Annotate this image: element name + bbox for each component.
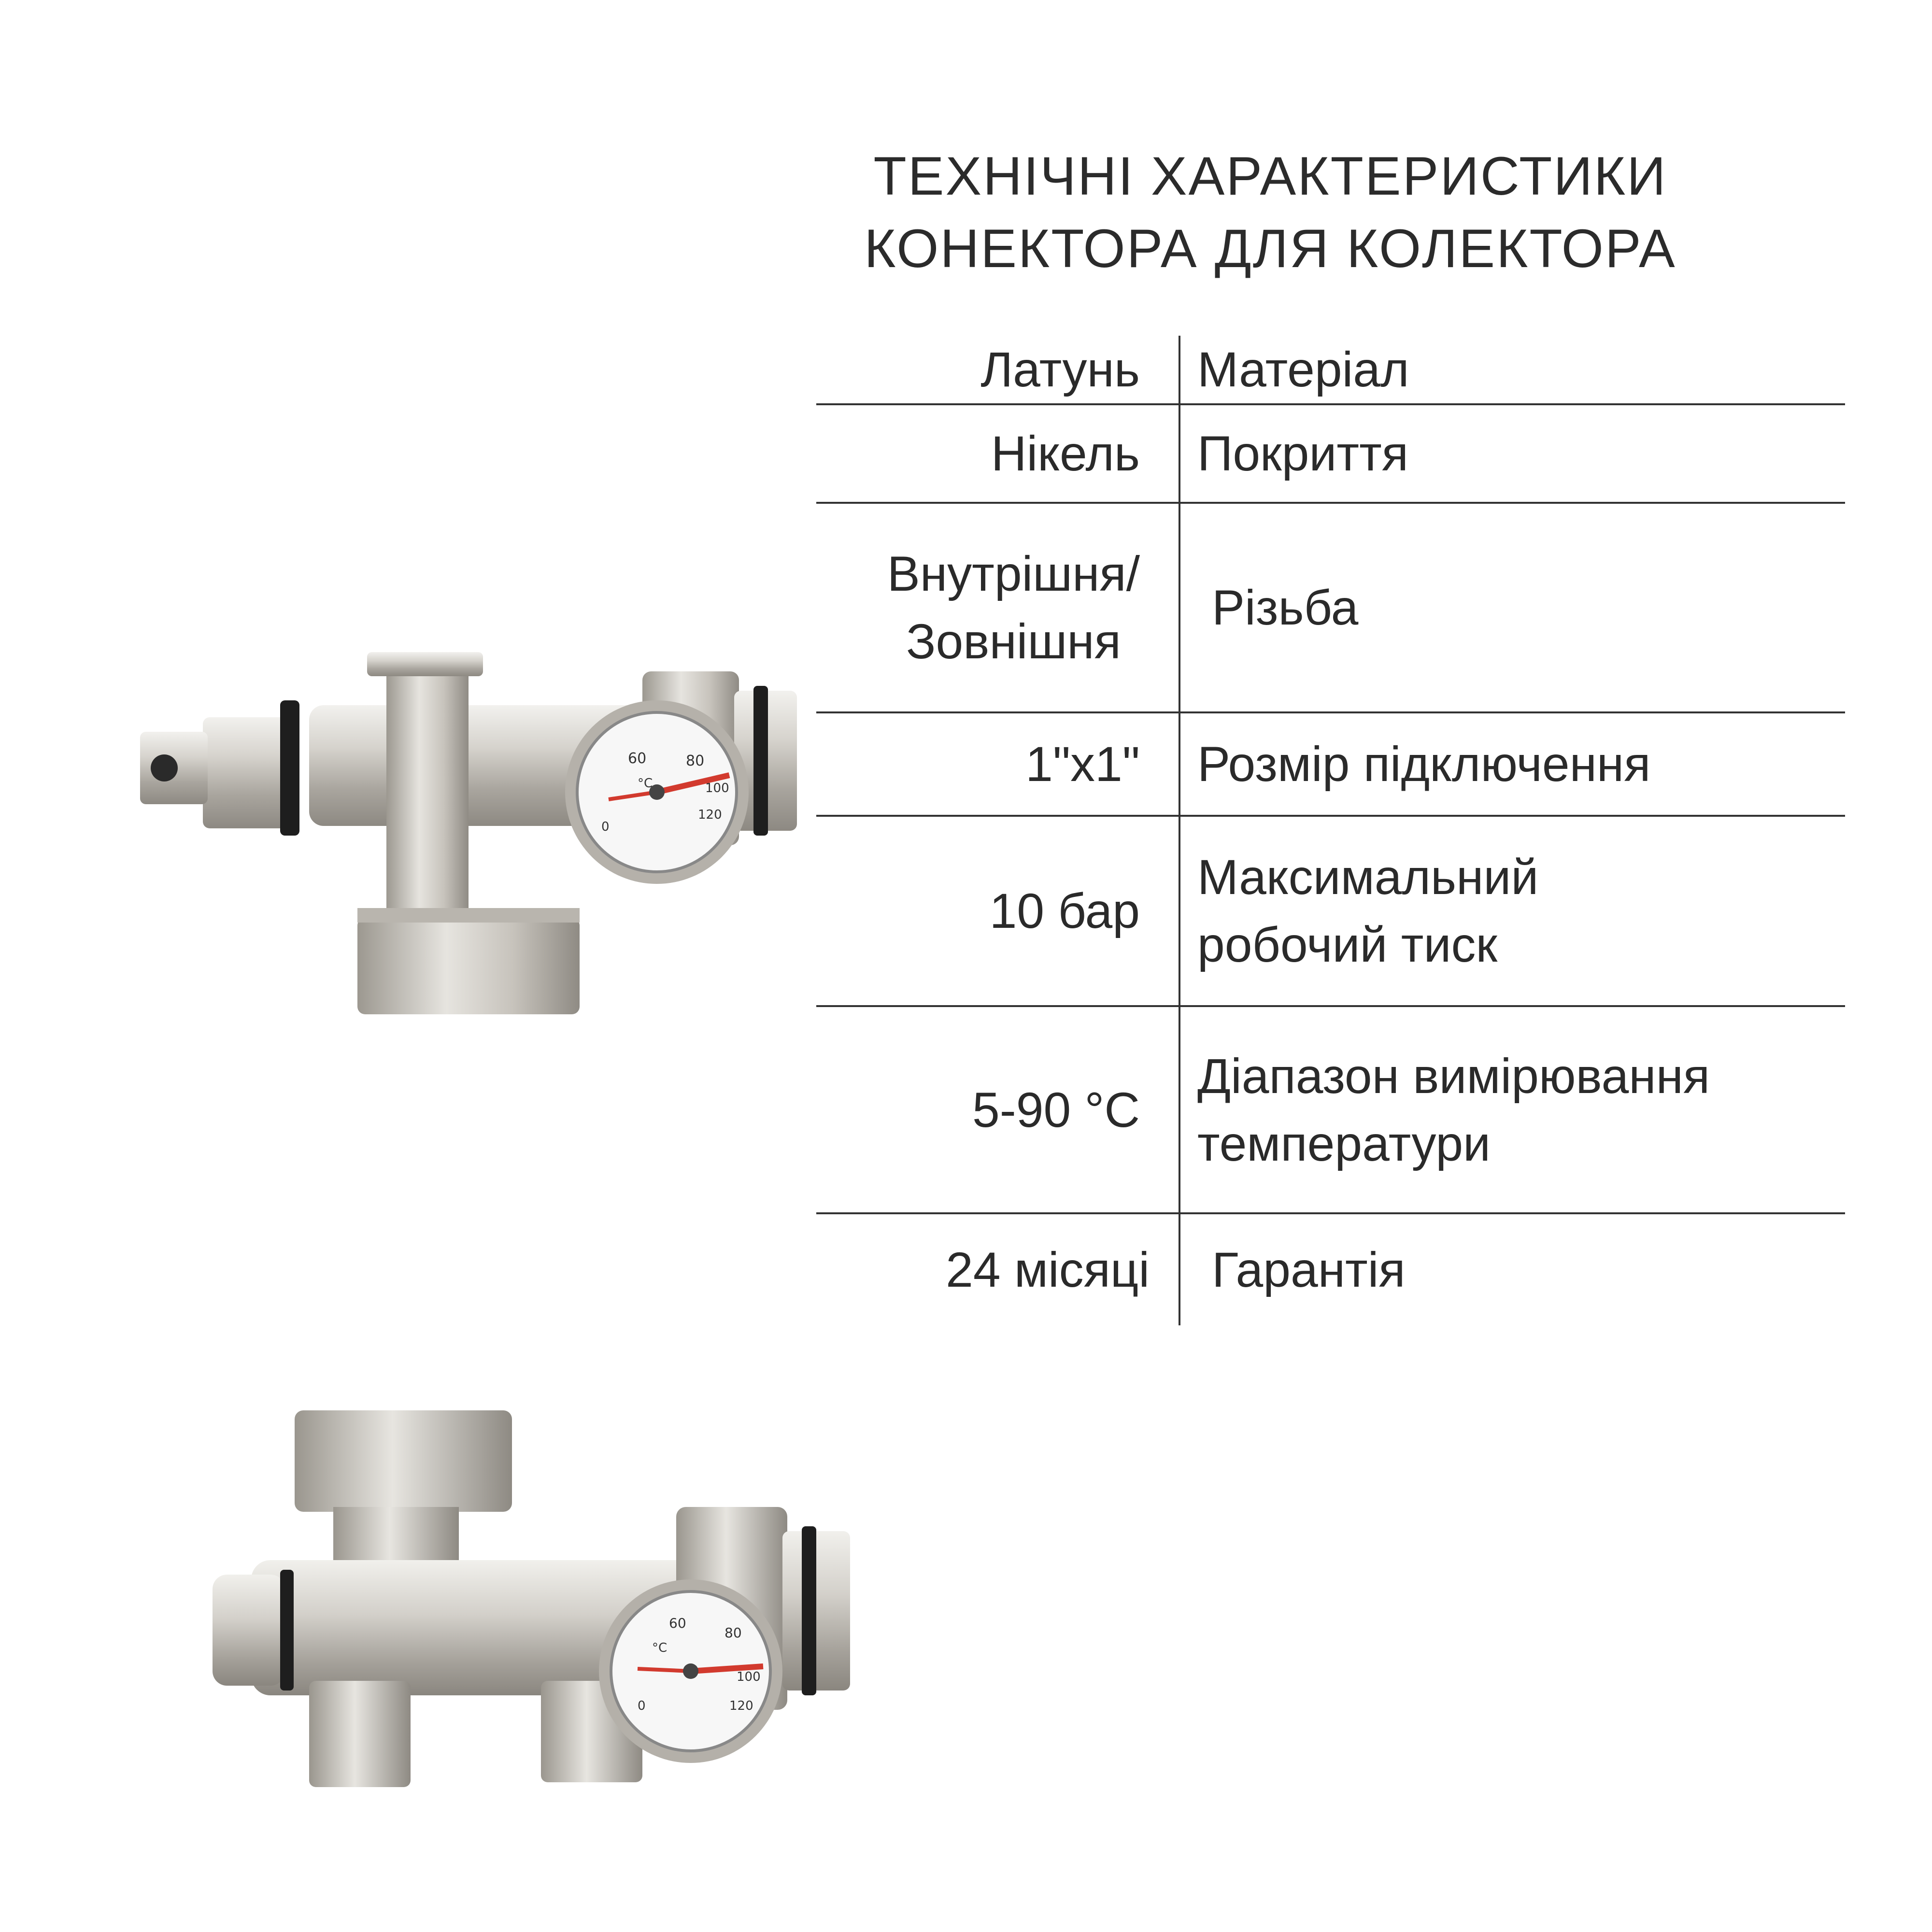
gauge-tick: 120 — [698, 808, 722, 822]
spec-value: 10 бар — [989, 883, 1140, 938]
gauge-tick: 60 — [628, 750, 647, 767]
spec-row-coating — [816, 405, 1845, 504]
spec-row-warranty — [816, 1214, 1845, 1325]
spec-value: Нікель — [991, 426, 1140, 481]
spec-row-connection-size — [816, 713, 1845, 817]
gauge-unit: °C — [652, 1641, 668, 1655]
spec-label: Різьба — [1179, 504, 1845, 711]
spec-label: Матеріал — [1179, 336, 1845, 403]
spec-value: Внутрішня/ Зовнішня — [887, 546, 1140, 669]
page-title — [811, 140, 1729, 285]
spec-value: Латунь — [980, 342, 1140, 397]
gauge-tick: 100 — [705, 781, 729, 796]
spec-value: 5-90 °C — [972, 1082, 1140, 1137]
spec-value: 1"x1" — [1025, 737, 1140, 792]
spec-row-temperature-range — [816, 1007, 1845, 1214]
spec-row-material — [816, 336, 1845, 405]
gauge-tick: 0 — [638, 1699, 646, 1713]
spec-label: Максимальний робочий тиск — [1179, 817, 1845, 1005]
spec-label: Гарантія — [1179, 1214, 1845, 1325]
connector-product-image-2 — [193, 1401, 918, 1835]
gauge-tick: 80 — [686, 753, 705, 769]
gauge-tick: 100 — [737, 1670, 761, 1684]
spec-value: 24 місяці — [946, 1242, 1150, 1297]
spec-label: Покриття — [1179, 405, 1845, 502]
gauge-tick: 80 — [724, 1625, 742, 1641]
gauge-unit: °C — [638, 776, 653, 791]
title-line-1: ТЕХНІЧНІ ХАРАКТЕРИСТИКИ — [873, 146, 1667, 206]
connector-product-image-1 — [126, 647, 860, 1034]
title-line-2: КОНЕКТОРА ДЛЯ КОЛЕКТОРА — [864, 218, 1676, 279]
gauge-tick: 0 — [601, 820, 610, 834]
gauge-tick: 60 — [669, 1615, 686, 1631]
spec-label: Розмір підключення — [1179, 713, 1845, 815]
spec-row-max-pressure — [816, 817, 1845, 1007]
gauge-tick: 120 — [729, 1699, 753, 1713]
spec-label: Діапазон вимірювання температури — [1179, 1007, 1845, 1212]
specs-table — [816, 336, 1845, 1325]
spec-row-thread — [816, 504, 1845, 713]
